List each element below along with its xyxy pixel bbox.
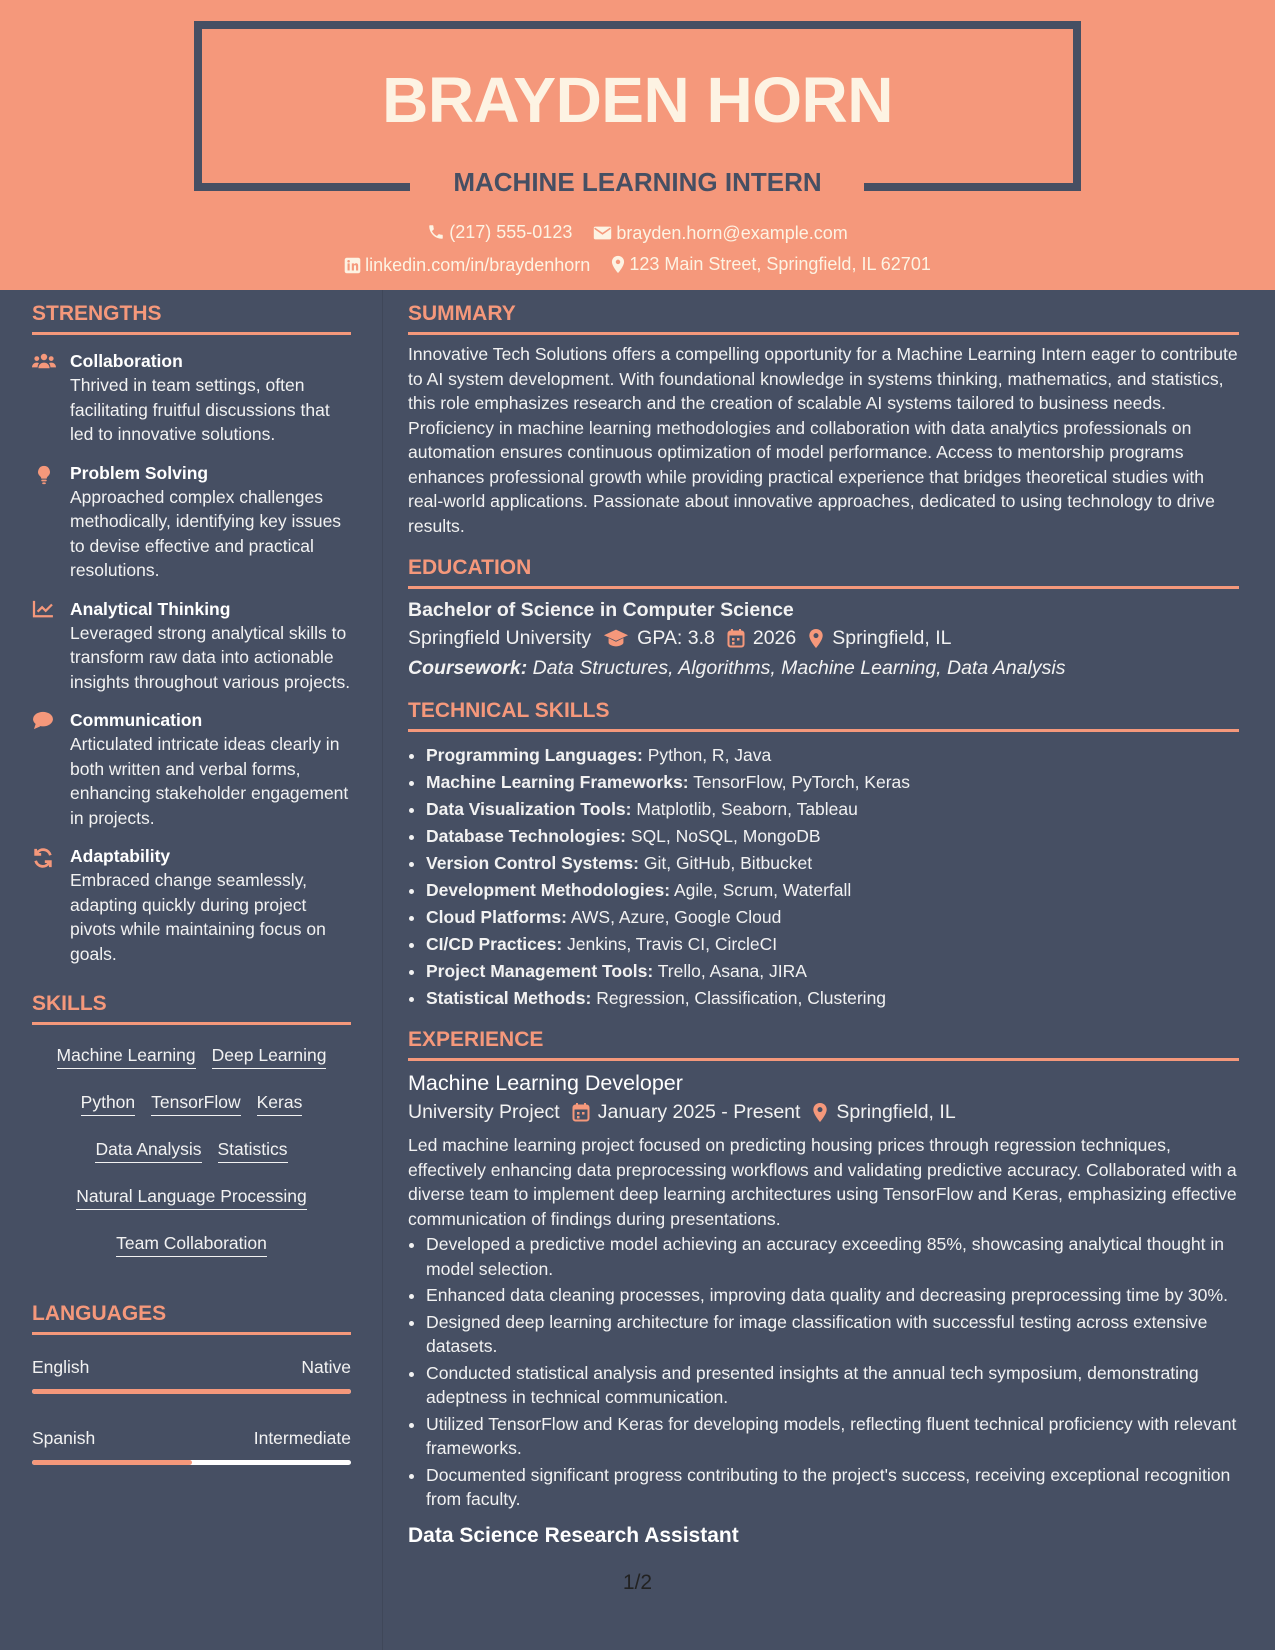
strength-desc: Embraced change seamlessly, adapting quickly during project pivots while maintaining focus on goals. <box>70 870 326 964</box>
skill-tag: Deep Learning <box>212 1043 327 1069</box>
address-text: 123 Main Street, Springfield, IL 62701 <box>629 254 931 274</box>
list-item: • Development Methodologies: Agile, Scrum, Waterfall <box>426 877 1239 904</box>
lightbulb-icon <box>32 464 56 486</box>
language-name: Spanish <box>32 1428 96 1448</box>
job-title: MACHINE LEARNING INTERN <box>453 167 822 197</box>
page-number: 1/2 <box>622 1571 653 1594</box>
list-item: • Project Management Tools: Trello, Asana, JIRA <box>426 958 1239 985</box>
strength-name: Adaptability <box>70 846 171 866</box>
proficiency-bar <box>32 1389 351 1394</box>
right-column <box>408 300 1239 1550</box>
coursework <box>408 653 1239 683</box>
list-item: • Database Technologies: SQL, NoSQL, MongoDB <box>426 823 1239 850</box>
education-heading: EDUCATION <box>408 554 1239 589</box>
skills-heading: SKILLS <box>32 990 351 1025</box>
list-item: • Statistical Methods: Regression, Classification, Clustering <box>426 985 1239 1012</box>
skill-tag: Keras <box>257 1090 303 1116</box>
skill-tag: Data Analysis <box>95 1137 201 1163</box>
contact-row-1 <box>0 220 1275 247</box>
list-item: • Machine Learning Frameworks: TensorFlow, PyTorch, Keras <box>426 769 1239 796</box>
list-item: • Data Visualization Tools: Matplotlib, Seaborn, Tableau <box>426 796 1239 823</box>
strength-desc: Approached complex challenges methodically, identifying key issues to devise effective and practical resolutions. <box>70 486 342 580</box>
technical-skills-list <box>408 742 1239 1012</box>
phone-icon <box>427 223 445 241</box>
job-location: Springfield, IL <box>836 1101 956 1123</box>
phone-text: (217) 555-0123 <box>449 222 573 242</box>
email-text: brayden.horn@example.com <box>616 223 848 243</box>
skill-tag: Statistics <box>218 1137 288 1163</box>
address <box>611 252 931 276</box>
comment-icon <box>32 711 54 730</box>
left-column <box>32 300 351 1465</box>
strength-item <box>32 597 351 695</box>
list-item: • Documented significant progress contributing to the project's success, receiving exceptional recognition from faculty. <box>426 1463 1239 1512</box>
summary-text: Innovative Tech Solutions offers a compelling opportunity for a Machine Learning Intern eager to contribute to AI system development. With foundational knowledge in systems thinking, mathematics, and statistics, this role emphasizes research and the creation of scalable AI systems tailored to business needs. Proficiency in machine learning methodologies and collaboration with data analytics professionals on automation ensures continuous optimization of model performance. Access to mentorship programs enhances professional growth while providing practical experience that bridges theoretical studies with real-world applications. Passionate about innovative approaches, dedicated to using technology to drive results. <box>408 344 1238 536</box>
candidate-name: BRAYDEN HORN <box>382 64 893 136</box>
list-item: • Conducted statistical analysis and presented insights at the annual tech symposium, demonstrating adeptness in technical communication. <box>426 1361 1239 1410</box>
strength-desc: Articulated intricate ideas clearly in both written and verbal forms, enhancing stakeholder engagement in projects. <box>70 734 349 828</box>
summary-heading: SUMMARY <box>408 300 1239 335</box>
job-description: Led machine learning project focused on predicting housing prices through regression techniques, effectively enhancing data preprocessing workflows and validating predictive accuracy. Collaborated with a diverse team to implement deep learning architectures using TensorFlow and Keras, emphasizing effective communication of findings during presentations. <box>408 1135 1237 1229</box>
strength-item <box>32 461 351 583</box>
strength-name: Problem Solving <box>70 462 209 483</box>
strength-item <box>32 844 351 966</box>
linkedin-icon <box>344 257 361 274</box>
skill-tag: Natural Language Processing <box>76 1184 307 1210</box>
strength-item <box>32 349 351 447</box>
list-item: • CI/CD Practices: Jenkins, Travis CI, CircleCI <box>426 931 1239 958</box>
strength-name: Collaboration <box>70 351 183 371</box>
technical-skills-heading: TECHNICAL SKILLS <box>408 697 1239 732</box>
list-item: • Version Control Systems: Git, GitHub, Bitbucket <box>426 850 1239 877</box>
strengths-heading: STRENGTHS <box>32 300 351 335</box>
language-item <box>32 1426 351 1465</box>
phone <box>427 220 572 244</box>
resume-header <box>0 0 1275 290</box>
job-bullets <box>408 1232 1239 1512</box>
graduation-cap-icon <box>603 628 629 648</box>
list-item: • Enhanced data cleaning processes, improving data quality and decreasing preprocessing time by 30%. <box>426 1283 1239 1308</box>
skill-tag: Team Collaboration <box>116 1231 267 1257</box>
strength-name: Communication <box>70 710 203 730</box>
degree: Bachelor of Science in Computer Science <box>408 599 794 621</box>
list-item: • Utilized TensorFlow and Keras for developing models, reflecting fluent technical proficiency with relevant frameworks. <box>426 1412 1239 1461</box>
gpa: GPA: 3.8 <box>637 627 715 649</box>
coursework-label: Coursework: <box>408 657 528 679</box>
chart-line-icon <box>32 600 54 618</box>
sync-icon <box>32 847 54 869</box>
coursework-list: Data Structures, Algorithms, Machine Learning, Data Analysis <box>532 657 1066 679</box>
strength-item <box>32 708 351 830</box>
school: Springfield University <box>408 627 592 649</box>
education-details <box>408 623 1239 653</box>
languages-heading: LANGUAGES <box>32 1300 351 1335</box>
list-item: • Programming Languages: Python, R, Java <box>426 742 1239 769</box>
map-marker-icon <box>812 1102 828 1123</box>
skill-tag: Machine Learning <box>57 1043 196 1069</box>
linkedin[interactable] <box>344 253 590 277</box>
users-icon <box>32 352 56 370</box>
school-location: Springfield, IL <box>832 627 952 649</box>
skill-tag: Python <box>81 1090 135 1116</box>
envelope-icon <box>593 225 612 241</box>
linkedin-text: linkedin.com/in/braydenhorn <box>365 255 591 275</box>
job-role: Data Science Research Assistant <box>408 1523 739 1547</box>
list-item: • Cloud Platforms: AWS, Azure, Google Cloud <box>426 904 1239 931</box>
proficiency-bar <box>32 1460 351 1465</box>
skills-list <box>32 1025 351 1270</box>
skill-tag: TensorFlow <box>151 1090 240 1116</box>
job-role: Machine Learning Developer <box>408 1071 683 1095</box>
strength-desc: Thrived in team settings, often facilitating fruitful discussions that led to innovative solutions. <box>70 375 330 444</box>
experience-heading: EXPERIENCE <box>408 1026 1239 1061</box>
strength-desc: Leveraged strong analytical skills to transform raw data into actionable insights throughout various projects. <box>70 622 351 692</box>
list-item: • Designed deep learning architecture for image classification with successful testing across extensive datasets. <box>426 1310 1239 1359</box>
map-marker-icon <box>808 628 824 649</box>
map-marker-icon <box>611 255 625 274</box>
job-dates: January 2025 - Present <box>597 1101 801 1123</box>
grad-year: 2026 <box>752 627 797 649</box>
language-level: Intermediate <box>253 1428 351 1448</box>
list-item: • Developed a predictive model achieving an accuracy exceeding 85%, showcasing analytical thought in model selection. <box>426 1232 1239 1281</box>
calendar-icon <box>572 1102 590 1122</box>
language-name: English <box>32 1357 90 1377</box>
contact-row-2 <box>0 252 1275 280</box>
job-details <box>408 1097 1239 1127</box>
language-item <box>32 1355 351 1394</box>
email[interactable] <box>593 221 847 245</box>
calendar-icon <box>727 628 745 648</box>
job-org: University Project <box>408 1101 560 1123</box>
strength-name: Analytical Thinking <box>70 598 231 619</box>
language-level: Native <box>301 1357 351 1377</box>
